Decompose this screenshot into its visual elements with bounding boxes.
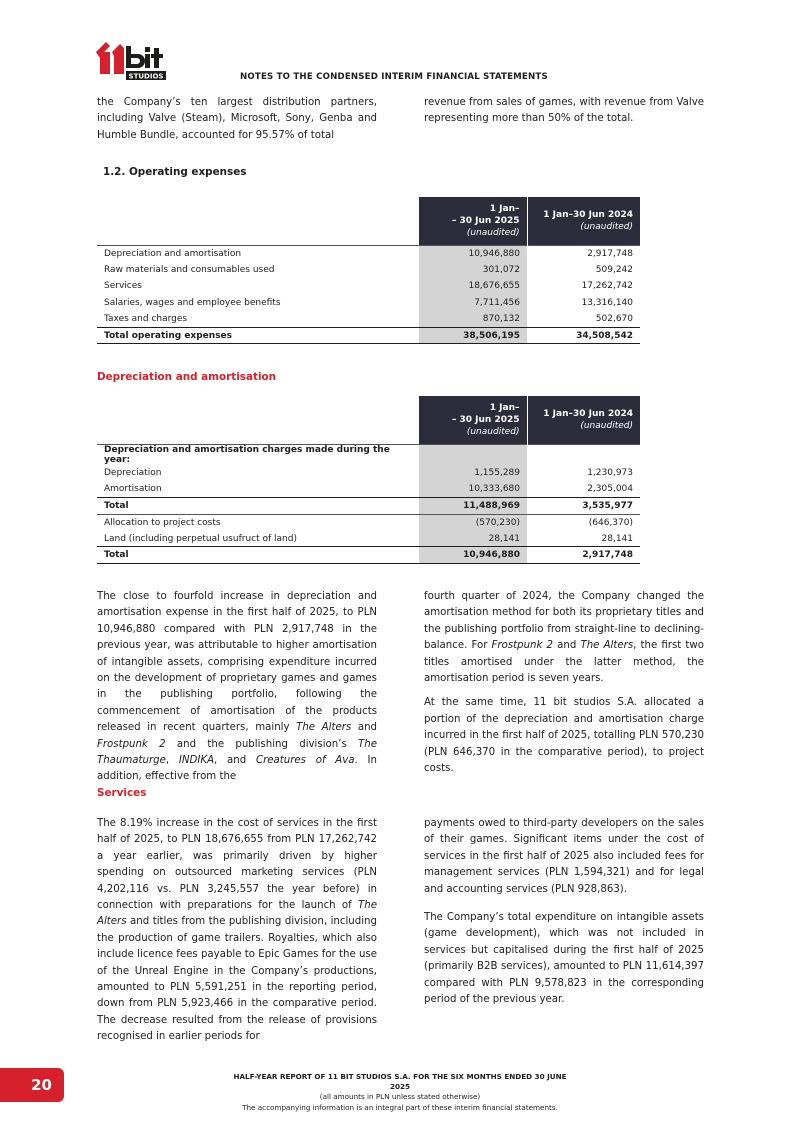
opex-col-2025: 1 Jan– – 30 Jun 2025 (unaudited) xyxy=(419,197,527,246)
table-row: Raw materials and consumables used 301,072 509,242 xyxy=(97,262,640,278)
dep-group-row: Depreciation and amortisation charges made during the year: xyxy=(97,445,640,466)
opex-total-row: Total operating expenses 38,506,195 34,508,542 xyxy=(97,327,640,343)
table-row: Services 18,676,655 17,262,742 xyxy=(97,278,640,294)
table-row: Depreciation 1,155,289 1,230,973 xyxy=(97,465,640,481)
table-row: Salaries, wages and employee benefits 7,711,456 13,316,140 xyxy=(97,295,640,311)
dep-text-right: fourth quarter of 2024, the Company changed the amortisation method for both its proprietary titles and the publishing portfolio from straight-line to declining-balance. For Frostpunk 2 and The Alters, the first two titles amortised under the latter method, the amortisation period is seven years. At the same time, 11 bit studios S.A. allocated a portion of the depreciation and amortisation charge incurred in the first half of 2025, totalling PLN 570,230 (PLN 646,370 in the comparative period), to project costs. xyxy=(424,591,704,775)
intro-right: revenue from sales of games, with revenue from Valve representing more than 50% of the total. xyxy=(424,97,704,125)
dep-col-2025: 1 Jan– – 30 Jun 2025 (unaudited) xyxy=(419,396,527,445)
dep-table xyxy=(97,396,640,564)
dep-text-left: The close to fourfold increase in depreciation and amortisation expense in the first half of 2025, to PLN 10,946,880 compared with PLN 2,917,748 in the previous year, was attributable to higher amortisation of intangible assets, comprising expenditure incurred on the development of proprietary games and games in the publishing portfolio, following the commencement of amortisation of the products released in recent quarters, mainly The Alters and Frostpunk 2 and the publishing division’s The Thaumaturge, INDIKA, and Creatures of Ava. In addition, effective from the xyxy=(97,591,378,783)
services-text-right: payments owed to third-party developers on the sales of their games. Significant items under the cost of services in the first half of 2025 also included fees for management services (PLN 1,594,321) and for legal and accounting services (PLN 928,863). The Company’s total expenditure on intangible assets (game development), which was not included in services but capitalised during the first half of 2025 (primarily B2B services), amounted to PLN 11,614,397 compared with PLN 9,578,823 in the corresponding period of the previous year. xyxy=(424,818,704,1006)
table-row: Depreciation and amortisation 10,946,880 2,917,748 xyxy=(97,246,640,262)
intro-left: the Company’s ten largest distribution partners, including Valve (Steam), Microsoft, Sony, Genba and Humble Bundle, accounted for 95.57% of total xyxy=(97,97,377,141)
services-text-left: The 8.19% increase in the cost of services in the first half of 2025, to PLN 18,676,655 from PLN 17,262,742 a year earlier, was primarily driven by higher spending on outsourced marketing services (PLN 4,202,116 vs. PLN 3,245,557 the year before) in connection with preparations for the launch of The Alters and titles from the publishing division, including the production of game trailers. Royalties, which also include licence fees payable to Epic Games for the use of the Unreal Engine in the Company’s productions, amounted to PLN 5,591,251 in the reporting period, down from PLN 5,923,466 in the comparative period. The decrease resulted from the release of provisions recognised in earlier periods for xyxy=(97,818,377,1043)
page-number: 20 xyxy=(0,1068,64,1102)
header-title: NOTES TO THE CONDENSED INTERIM FINANCIAL STATEMENTS xyxy=(240,72,548,82)
section-title: 1.2. Operating expenses xyxy=(103,166,247,178)
table-row: Taxes and charges 870,132 502,670 xyxy=(97,311,640,327)
dep-total-row: Total 10,946,880 2,917,748 xyxy=(97,547,640,563)
table-row: Land (including perpetual usufruct of land) 28,141 28,141 xyxy=(97,531,640,547)
opex-col-2024: 1 Jan–30 Jun 2024 (unaudited) xyxy=(527,197,640,246)
dep-subtotal-row: Total 11,488,969 3,535,977 xyxy=(97,498,640,514)
opex-table xyxy=(97,197,640,344)
table-row: Amortisation 10,333,680 2,305,004 xyxy=(97,481,640,497)
table-row: Allocation to project costs (570,230) (646,370) xyxy=(97,514,640,530)
dep-heading: Depreciation and amortisation xyxy=(97,371,277,383)
services-heading: Services xyxy=(97,787,147,799)
company-logo xyxy=(96,42,174,86)
svg-text:STUDIOS: STUDIOS xyxy=(128,72,164,81)
footer: HALF-YEAR REPORT OF 11 BIT STUDIOS S.A. FOR THE SIX MONTHS ENDED 30 JUNE 2025 (all amounts in PLN unless stated otherwise) The accompanying information is an integral part of these interim financial statements. xyxy=(233,1072,567,1112)
dep-col-2024: 1 Jan–30 Jun 2024 (unaudited) xyxy=(527,396,640,445)
